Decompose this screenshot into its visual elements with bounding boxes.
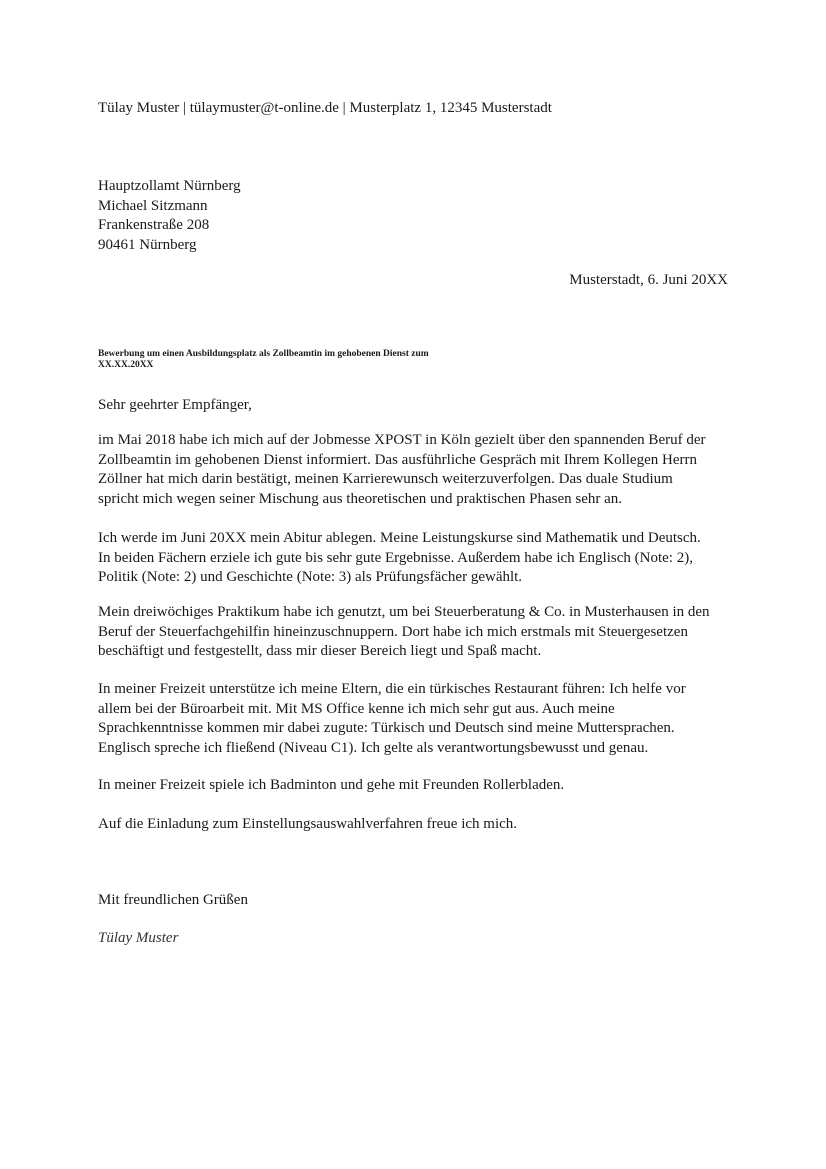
paragraph (98, 776, 564, 796)
paragraph (98, 815, 517, 835)
recipient-line: Frankenstraße 208 (98, 217, 210, 233)
paragraph (98, 529, 701, 588)
sender-address-line: Tülay Muster | tülaymuster@t-online.de | Musterplatz 1, 12345 Musterstadt (98, 100, 552, 116)
recipient-line: 90461 Nürnberg (98, 236, 197, 253)
salutation: Sehr geehrter Empfänger, (98, 397, 252, 413)
paragraph-line: Mein dreiwöchiges Praktikum habe ich genutzt, um bei Steuerberatung & Co. in Musterhausen in den (98, 604, 710, 620)
paragraph-line: In beiden Fächern erziele ich gute bis sehr gute Ergebnisse. Außerdem habe ich Englisch (Note: 2), (98, 549, 693, 566)
paragraph-line: allem bei der Büroarbeit mit. Mit MS Office kenne ich mich sehr gut aus. Auch meine (98, 700, 615, 717)
paragraph-line: Zollbeamtin im gehobenen Dienst informiert. Das ausführliche Gespräch mit Ihrem Kollegen Herrn (98, 451, 697, 468)
paragraph-line: Auf die Einladung zum Einstellungsauswahlverfahren freue ich mich. (98, 816, 518, 832)
paragraph-line: spricht mich wegen seiner Mischung aus theoretischen und praktischen Phasen sehr an. (98, 490, 623, 507)
closing: Mit freundlichen Grüßen (98, 892, 248, 908)
paragraph-line: Zöllner hat mich darin bestätigt, meinen Karrierewunsch weiterzuverfolgen. Das duale Studium (98, 471, 673, 487)
subject-text: XX.XX.20XX (98, 360, 154, 370)
paragraph-line: Englisch spreche ich fließend (Niveau C1). Ich gelte als verantwortungsbewusst und genau. (98, 739, 649, 756)
paragraph (98, 431, 706, 509)
paragraph-line: beschäftigt und festgestellt, dass mir dieser Bereich liegt und Spaß macht. (98, 643, 542, 659)
subject-line (98, 349, 429, 371)
paragraph-line: In meiner Freizeit spiele ich Badminton und gehe mit Freunden Rollerbladen. (98, 777, 565, 793)
paragraph-line: Sprachkenntnisse kommen mir dabei zugute: Türkisch und Deutsch sind meine Muttersprachen. (98, 720, 675, 736)
signature: Tülay Muster (98, 930, 179, 946)
recipient-address (98, 177, 241, 255)
paragraph (98, 603, 710, 662)
subject-text: Bewerbung um einen Ausbildungsplatz als Zollbeamtin im gehobenen Dienst zum (98, 349, 429, 359)
paragraph-line: Politik (Note: 2) und Geschichte (Note: 3) als Prüfungsfächer gewählt. (98, 569, 523, 585)
paragraph-line: Ich werde im Juni 20XX mein Abitur ablegen. Meine Leistungskurse sind Mathematik und Deutsch. (98, 530, 701, 546)
paragraph-line: Beruf der Steuerfachgehilfin hineinzuschnuppern. Dort habe ich mich erstmals mit Steuergesetzen (98, 623, 688, 640)
paragraph (98, 680, 686, 758)
recipient-line: Hauptzollamt Nürnberg (98, 178, 241, 194)
recipient-line: Michael Sitzmann (98, 197, 208, 214)
paragraph-line: im Mai 2018 habe ich mich auf der Jobmesse XPOST in Köln gezielt über den spannenden Beruf der (98, 432, 706, 448)
paragraph-line: In meiner Freizeit unterstütze ich meine Eltern, die ein türkisches Restaurant führen: Ich helfe vor (98, 681, 686, 697)
letter-date: Musterstadt, 6. Juni 20XX (569, 272, 728, 288)
